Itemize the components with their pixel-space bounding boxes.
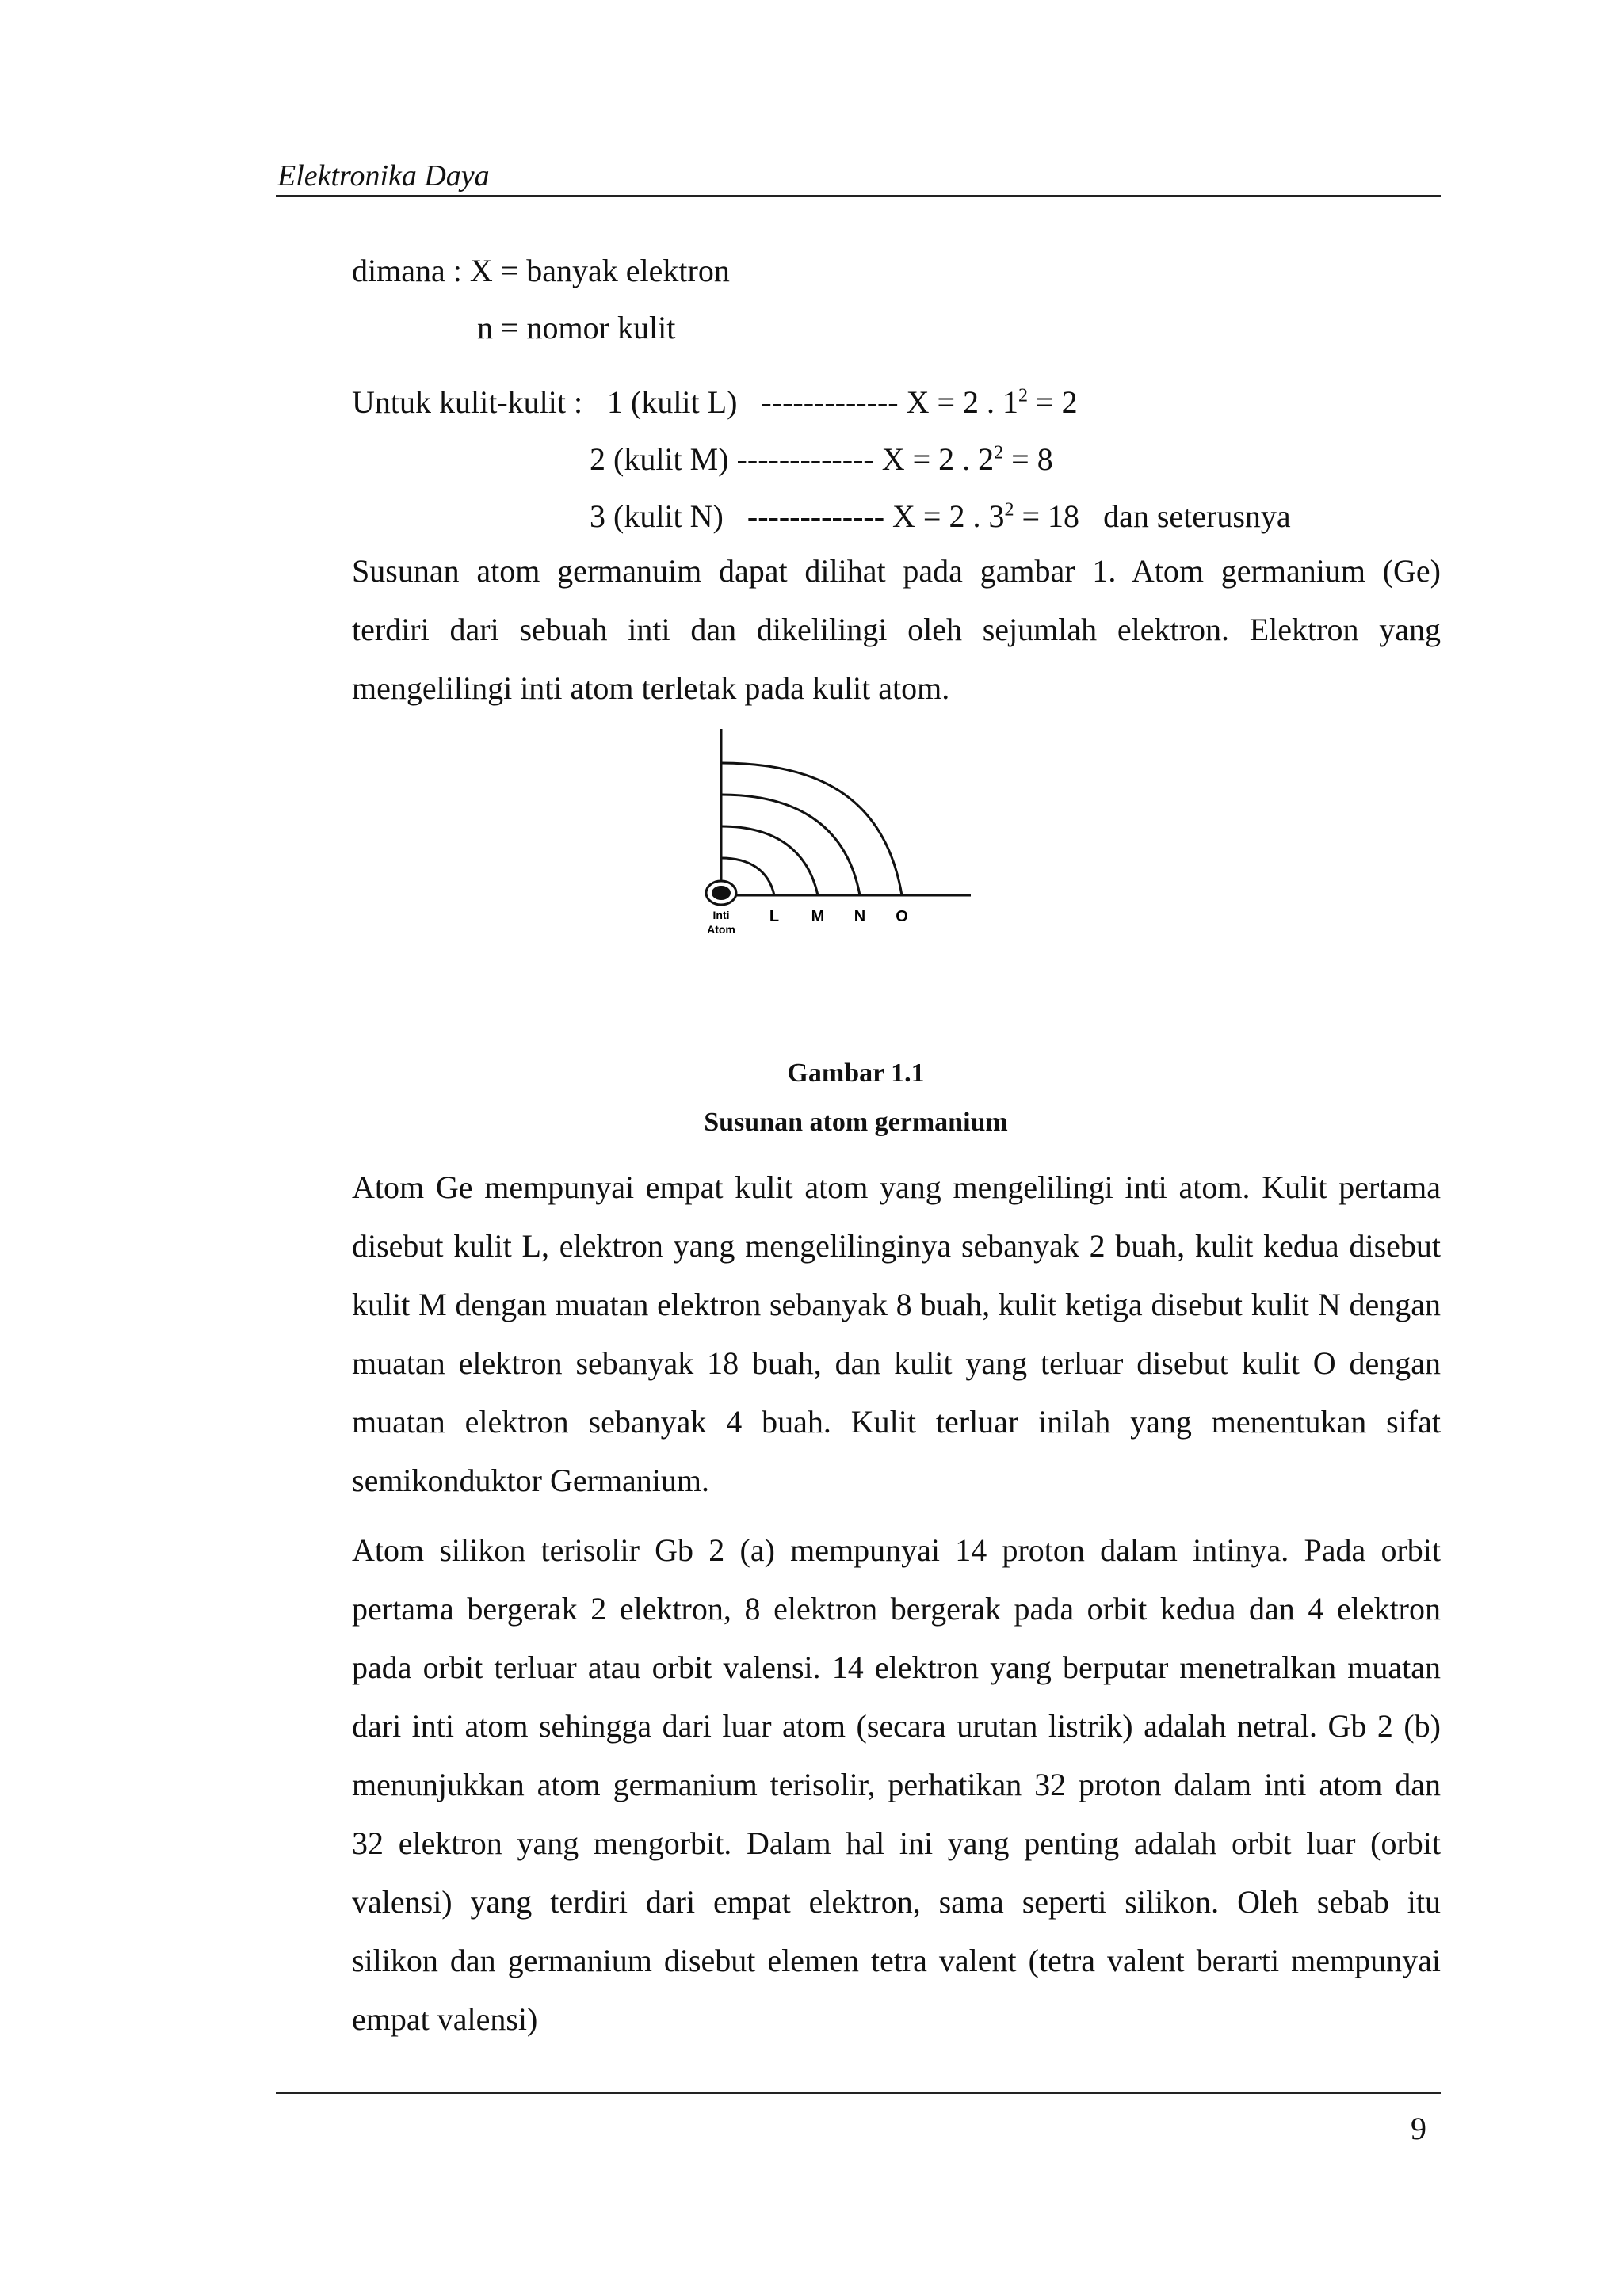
paragraph-line: Atom Ge mempunyai empat kulit atom yang mengelilingi inti atom. Kulit pertama — [352, 1169, 1441, 1205]
paragraph-line: pertama bergerak 2 elektron, 8 elektron bergerak pada orbit kedua dan 4 elektron — [352, 1591, 1441, 1627]
shell-formula: X = 2 . 1 — [906, 384, 1019, 420]
shell-arc-M — [721, 826, 818, 895]
shell-dashes: ------------- — [736, 441, 874, 477]
shell-result: = 18 — [1014, 498, 1080, 534]
shell-exponent: 2 — [1004, 499, 1014, 521]
paragraph-line: valensi) yang terdiri dari empat elektron, sama seperti silikon. Oleh sebab itu — [352, 1884, 1441, 1920]
shells-intro: Untuk kulit-kulit : — [352, 384, 583, 420]
paragraph-line: Susunan atom germanuim dapat dilihat pada gambar 1. Atom germanium (Ge) — [352, 553, 1441, 589]
paragraph-line: pada orbit terluar atau orbit valensi. 14 elektron yang berputar menetralkan muatan — [352, 1650, 1441, 1685]
shell-label-N: N — [854, 908, 866, 925]
paragraph-3 — [352, 1521, 1441, 2049]
paragraph-2 — [352, 1158, 1441, 1510]
shell-formula: X = 2 . 3 — [892, 498, 1005, 534]
paragraph-line: empat valensi) — [352, 2001, 538, 2037]
paragraph-line: dari inti atom sehingga dari luar atom (secara urutan listrik) adalah netral. Gb 2 (b) — [352, 1708, 1441, 1744]
shell-formula: X = 2 . 2 — [881, 441, 995, 477]
paragraph-line: muatan elektron sebanyak 18 buah, dan kulit yang terluar disebut kulit O dengan — [352, 1345, 1441, 1381]
figure-caption-title: Gambar 1.1 — [787, 1058, 925, 1088]
shell-dashes: ------------- — [761, 384, 899, 420]
paragraph-line: disebut kulit L, elektron yang mengelilinginya sebanyak 2 buah, kulit kedua disebut — [352, 1228, 1441, 1264]
shell-label: 3 (kulit N) — [590, 498, 724, 534]
shell-label: 1 (kulit L) — [607, 384, 738, 420]
nucleus-label-inti: Inti — [712, 909, 730, 921]
footer-rule — [276, 2092, 1441, 2094]
shell-row-M — [590, 441, 1053, 478]
shell-exponent: 2 — [1018, 385, 1029, 406]
paragraph-line: kulit M dengan muatan elektron sebanyak 8 buah, kulit ketiga disebut kulit N dengan — [352, 1287, 1441, 1322]
running-header: Elektronika Daya — [277, 159, 490, 193]
paragraph-line: mengelilingi inti atom terletak pada kulit atom. — [352, 670, 950, 706]
page-number: 9 — [1411, 2111, 1426, 2146]
figure-caption-subtitle: Susunan atom germanium — [704, 1108, 1008, 1137]
shell-tail: dan seterusnya — [1103, 498, 1291, 534]
paragraph-line: 32 elektron yang mengorbit. Dalam hal ini yang penting adalah orbit luar (orbit — [352, 1825, 1441, 1861]
shell-row-N — [590, 498, 1291, 535]
atom-shell-diagram — [689, 721, 991, 951]
paragraph-line: silikon dan germanium disebut elemen tetra valent (tetra valent berarti mempunyai — [352, 1943, 1441, 1978]
shell-label-L: L — [769, 908, 780, 925]
paragraph-line: semikonduktor Germanium. — [352, 1463, 710, 1498]
definition-x: dimana : X = banyak elektron — [352, 253, 730, 288]
shell-exponent: 2 — [994, 442, 1004, 463]
shell-label: 2 (kulit M) — [590, 441, 729, 477]
shell-label-O: O — [896, 908, 908, 925]
nucleus-icon — [712, 886, 731, 900]
paragraph-line: menunjukkan atom germanium terisolir, perhatikan 32 proton dalam inti atom dan — [352, 1767, 1441, 1802]
shell-label-M: M — [811, 908, 825, 925]
paragraph-line: Atom silikon terisolir Gb 2 (a) mempunyai 14 proton dalam intinya. Pada orbit — [352, 1532, 1441, 1568]
shell-dashes: ------------- — [747, 498, 885, 534]
shell-result: = 2 — [1028, 384, 1078, 420]
paragraph-line: terdiri dari sebuah inti dan dikelilingi oleh sejumlah elektron. Elektron yang — [352, 612, 1441, 647]
header-rule — [276, 195, 1441, 197]
shell-row-L — [607, 383, 1078, 421]
paragraph-1 — [352, 542, 1441, 718]
paragraph-line: muatan elektron sebanyak 4 buah. Kulit terluar inilah yang menentukan sifat — [352, 1404, 1441, 1440]
shell-arc-N — [721, 795, 860, 895]
shell-result: = 8 — [1003, 441, 1053, 477]
nucleus-label-atom: Atom — [707, 923, 735, 936]
definition-n: n = nomor kulit — [477, 310, 676, 345]
